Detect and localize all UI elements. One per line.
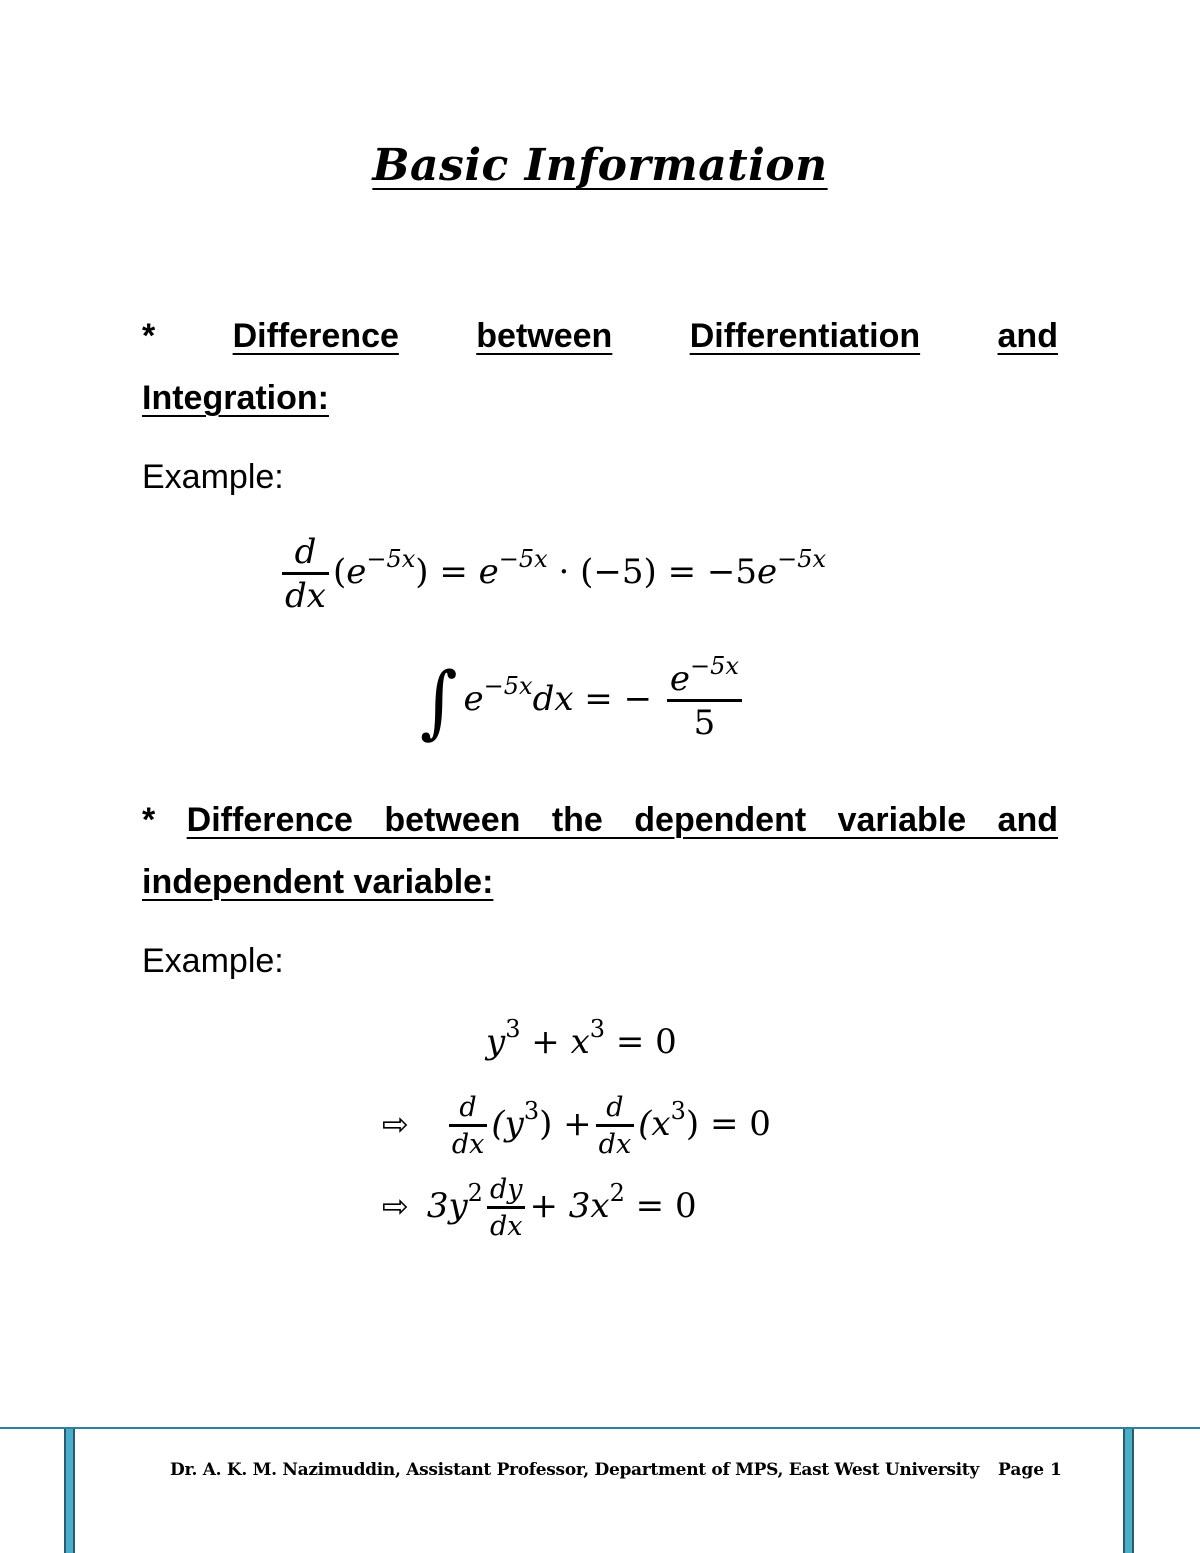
equation-implicit: $y^3 + x^3 = 0$ bbox=[486, 1015, 677, 1062]
fraction-d-dx: $\frac{d}{dx}$ bbox=[596, 1094, 635, 1158]
equation-differentiate-both-sides: ⇨ $\frac{d}{dx}$ $(y^3)$ + $\frac{d}{dx}$ $(x^3) = 0$ bbox=[382, 1092, 771, 1160]
heading-word: and bbox=[997, 317, 1058, 355]
page-title: Basic Information bbox=[372, 140, 828, 191]
implies-arrow-icon: ⇨ bbox=[382, 1105, 409, 1143]
footer-rule bbox=[0, 1427, 1200, 1429]
footer-right-bar bbox=[1123, 1429, 1134, 1553]
implies-arrow-icon: ⇨ bbox=[382, 1187, 409, 1225]
section-heading-dependent-independent: * Difference between the dependent variable and independent variable: bbox=[142, 801, 1058, 901]
example-label: Example: bbox=[142, 458, 284, 496]
heading-word: between bbox=[476, 317, 613, 355]
fraction-result: $\frac{e^{-5x}}{5}$ bbox=[667, 662, 742, 740]
heading-word: Differentiation bbox=[689, 317, 921, 355]
heading-star: * bbox=[142, 317, 156, 355]
heading-line-2: Integration: bbox=[142, 379, 329, 417]
equation-derivative: $\frac{d}{dx}$ $(e^{-5x}) = e^{-5x} \cdot (-5) = -5e^{-5x}$ bbox=[278, 535, 826, 613]
fraction-d-dx: $\frac{d}{dx}$ bbox=[282, 535, 329, 613]
section-heading-differentiation-integration bbox=[142, 305, 1058, 429]
heading-line-2: independent variable: bbox=[142, 863, 494, 901]
page-number: Page 1 bbox=[998, 1460, 1062, 1480]
footer-author: Dr. A. K. M. Nazimuddin, Assistant Professor, Department of MPS, East West University bbox=[170, 1460, 979, 1480]
equation-integral: ∫ $e^{-5x}dx$ = − $\frac{e^{-5x}}{5}$ bbox=[420, 662, 746, 740]
heading-word: Difference bbox=[232, 317, 399, 355]
integral-sign: ∫ bbox=[420, 654, 458, 748]
example-label: Example: bbox=[142, 942, 284, 980]
fraction-d-dx: $\frac{d}{dx}$ bbox=[449, 1094, 488, 1158]
equation-result: ⇨ $3y^2$ $\frac{dy}{dx}$ + $3x^2 = 0$ bbox=[382, 1174, 697, 1242]
footer-left-bar bbox=[64, 1429, 75, 1553]
fraction-dy-dx: $\frac{dy}{dx}$ bbox=[487, 1176, 526, 1240]
